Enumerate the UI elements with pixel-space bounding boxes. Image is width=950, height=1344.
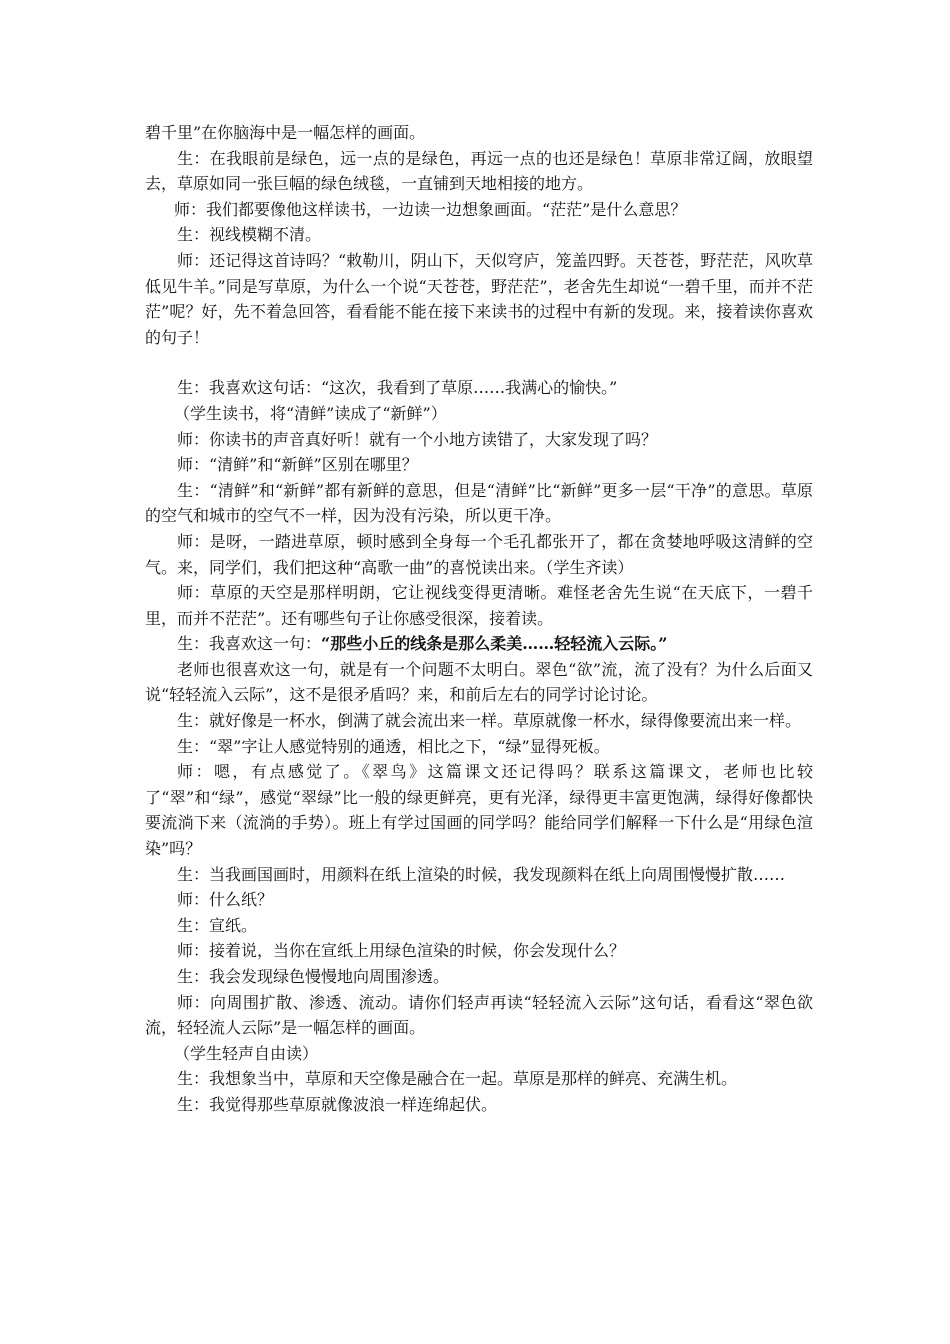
- bold-quote: “那些小丘的线条是那么柔美……轻轻流入云际。”: [321, 634, 668, 654]
- paragraph-2: 生：在我眼前是绿色，远一点的是绿色，再远一点的也还是绿色！草原非常辽阔，放眼望去，草原如同一张巨幅的绿色绒毯，一直铺到天地相接的地方。: [145, 148, 813, 194]
- paragraph-18: 生：当我画国画时，用颜料在纸上渲染的时候，我发现颜料在纸上向周围慢慢扩散……: [177, 864, 786, 884]
- paragraph-19: 师：什么纸？: [177, 890, 274, 910]
- paragraph-22: 生：我会发现绿色慢慢地向周围渗透。: [177, 967, 450, 986]
- paragraph-5: 师：还记得这首诗吗？“敕勒川，阴山下，天似穹庐，笼盖四野。天苍苍，野茫茫，风吹草低见牛羊。”同是写草原，为什么一个说“天苍苍，野茫茫”，老舍先生却说“一碧千里，而并不茫茫”呢？好，先不着急回答，看看能不能在接下来读书的过程中有新的发现。来，接着读你喜欢的句子！: [145, 250, 813, 347]
- paragraph-23: 师：向周围扩散、渗透、流动。请你们轻声再读“轻轻流入云际”这句话，看看这“翠色欲流，轻轻流人云际”是一幅怎样的画面。: [145, 992, 813, 1038]
- paragraph-4: 生：视线模糊不清。: [177, 225, 322, 245]
- paragraph-3: 师：我们都要像他这样读书，一边读一边想象画面。“茫茫”是什么意思？: [174, 199, 687, 219]
- paragraph-1: 碧千里”在你脑海中是一幅怎样的画面。: [145, 123, 426, 142]
- paragraph-12: 师：草原的天空是那样明朗，它让视线变得更清晰。难怪老舍先生说“在天底下，一碧千里，而并不茫茫”。还有哪些句子让你感受很深，接着读。: [145, 583, 813, 628]
- paragraph-6: 生：我喜欢这句话：“这次，我看到了草原……我满心的愉快。”: [177, 378, 618, 398]
- paragraph-10: 生：“清鲜”和“新鲜”都有新鲜的意思，但是“清鲜”比“新鲜”更多一层“干净”的意思。草原的空气和城市的空气不一样，因为没有污染，所以更干净。: [145, 480, 813, 526]
- paragraph-7: （学生读书，将“清鲜”读成了“新鲜”）: [174, 403, 447, 423]
- paragraph-9: 师：“清鲜”和“新鲜”区别在哪里？: [177, 455, 418, 475]
- paragraph-11: 师：是呀，一踏进草原，顿时感到全身每一个毛孔都张开了，都在贪婪地呼吸这清鲜的空气。来，同学们，我们把这种“高歌一曲”的喜悦读出来。（学生齐读）: [145, 531, 813, 577]
- speaker-prefix: 生：我喜欢这一句：: [177, 634, 322, 654]
- paragraph-8: 师：你读书的声音真好听！就有一个小地方读错了，大家发现了吗？: [177, 429, 658, 449]
- document-body: [145, 120, 813, 1118]
- paragraph-spacer: [145, 350, 813, 375]
- paragraph-15: 生：就好像是一杯水，倒满了就会流出来一样。草原就像一杯水，绿得像要流出来一样。: [177, 711, 802, 731]
- paragraph-20: 生：宣纸。: [177, 915, 258, 935]
- paragraph-17: 师：嗯，有点感觉了。《翠鸟》这篇课文还记得吗？联系这篇课文，老师也比较了“翠”和“绿”，感觉“翠绿”比一般的绿更鲜亮，更有光泽，绿得更丰富更饱满，绿得好像都快要流淌下来（流淌的手势）。班上有学过国画的同学吗？能给同学们解释一下什么是“用绿色渲染”吗？: [145, 762, 813, 859]
- paragraph-24: （学生轻声自由读）: [174, 1043, 319, 1063]
- paragraph-14: 老师也很喜欢这一句，就是有一个问题不太明白。翠色“欲”流，流了没有？为什么后面又说“轻轻流入云际”，这不是很矛盾吗？来，和前后左右的同学讨论讨论。: [145, 659, 813, 705]
- paragraph-13: [145, 631, 813, 657]
- paragraph-26: 生：我觉得那些草原就像波浪一样连绵起伏。: [177, 1094, 498, 1114]
- paragraph-21: 师：接着说，当你在宣纸上用绿色渲染的时候，你会发现什么？: [177, 941, 626, 961]
- paragraph-25: 生：我想象当中，草原和天空像是融合在一起。草原是那样的鲜亮、充满生机。: [177, 1069, 738, 1089]
- paragraph-16: 生：“翠”字让人感觉特别的通透，相比之下，“绿”显得死板。: [177, 736, 610, 756]
